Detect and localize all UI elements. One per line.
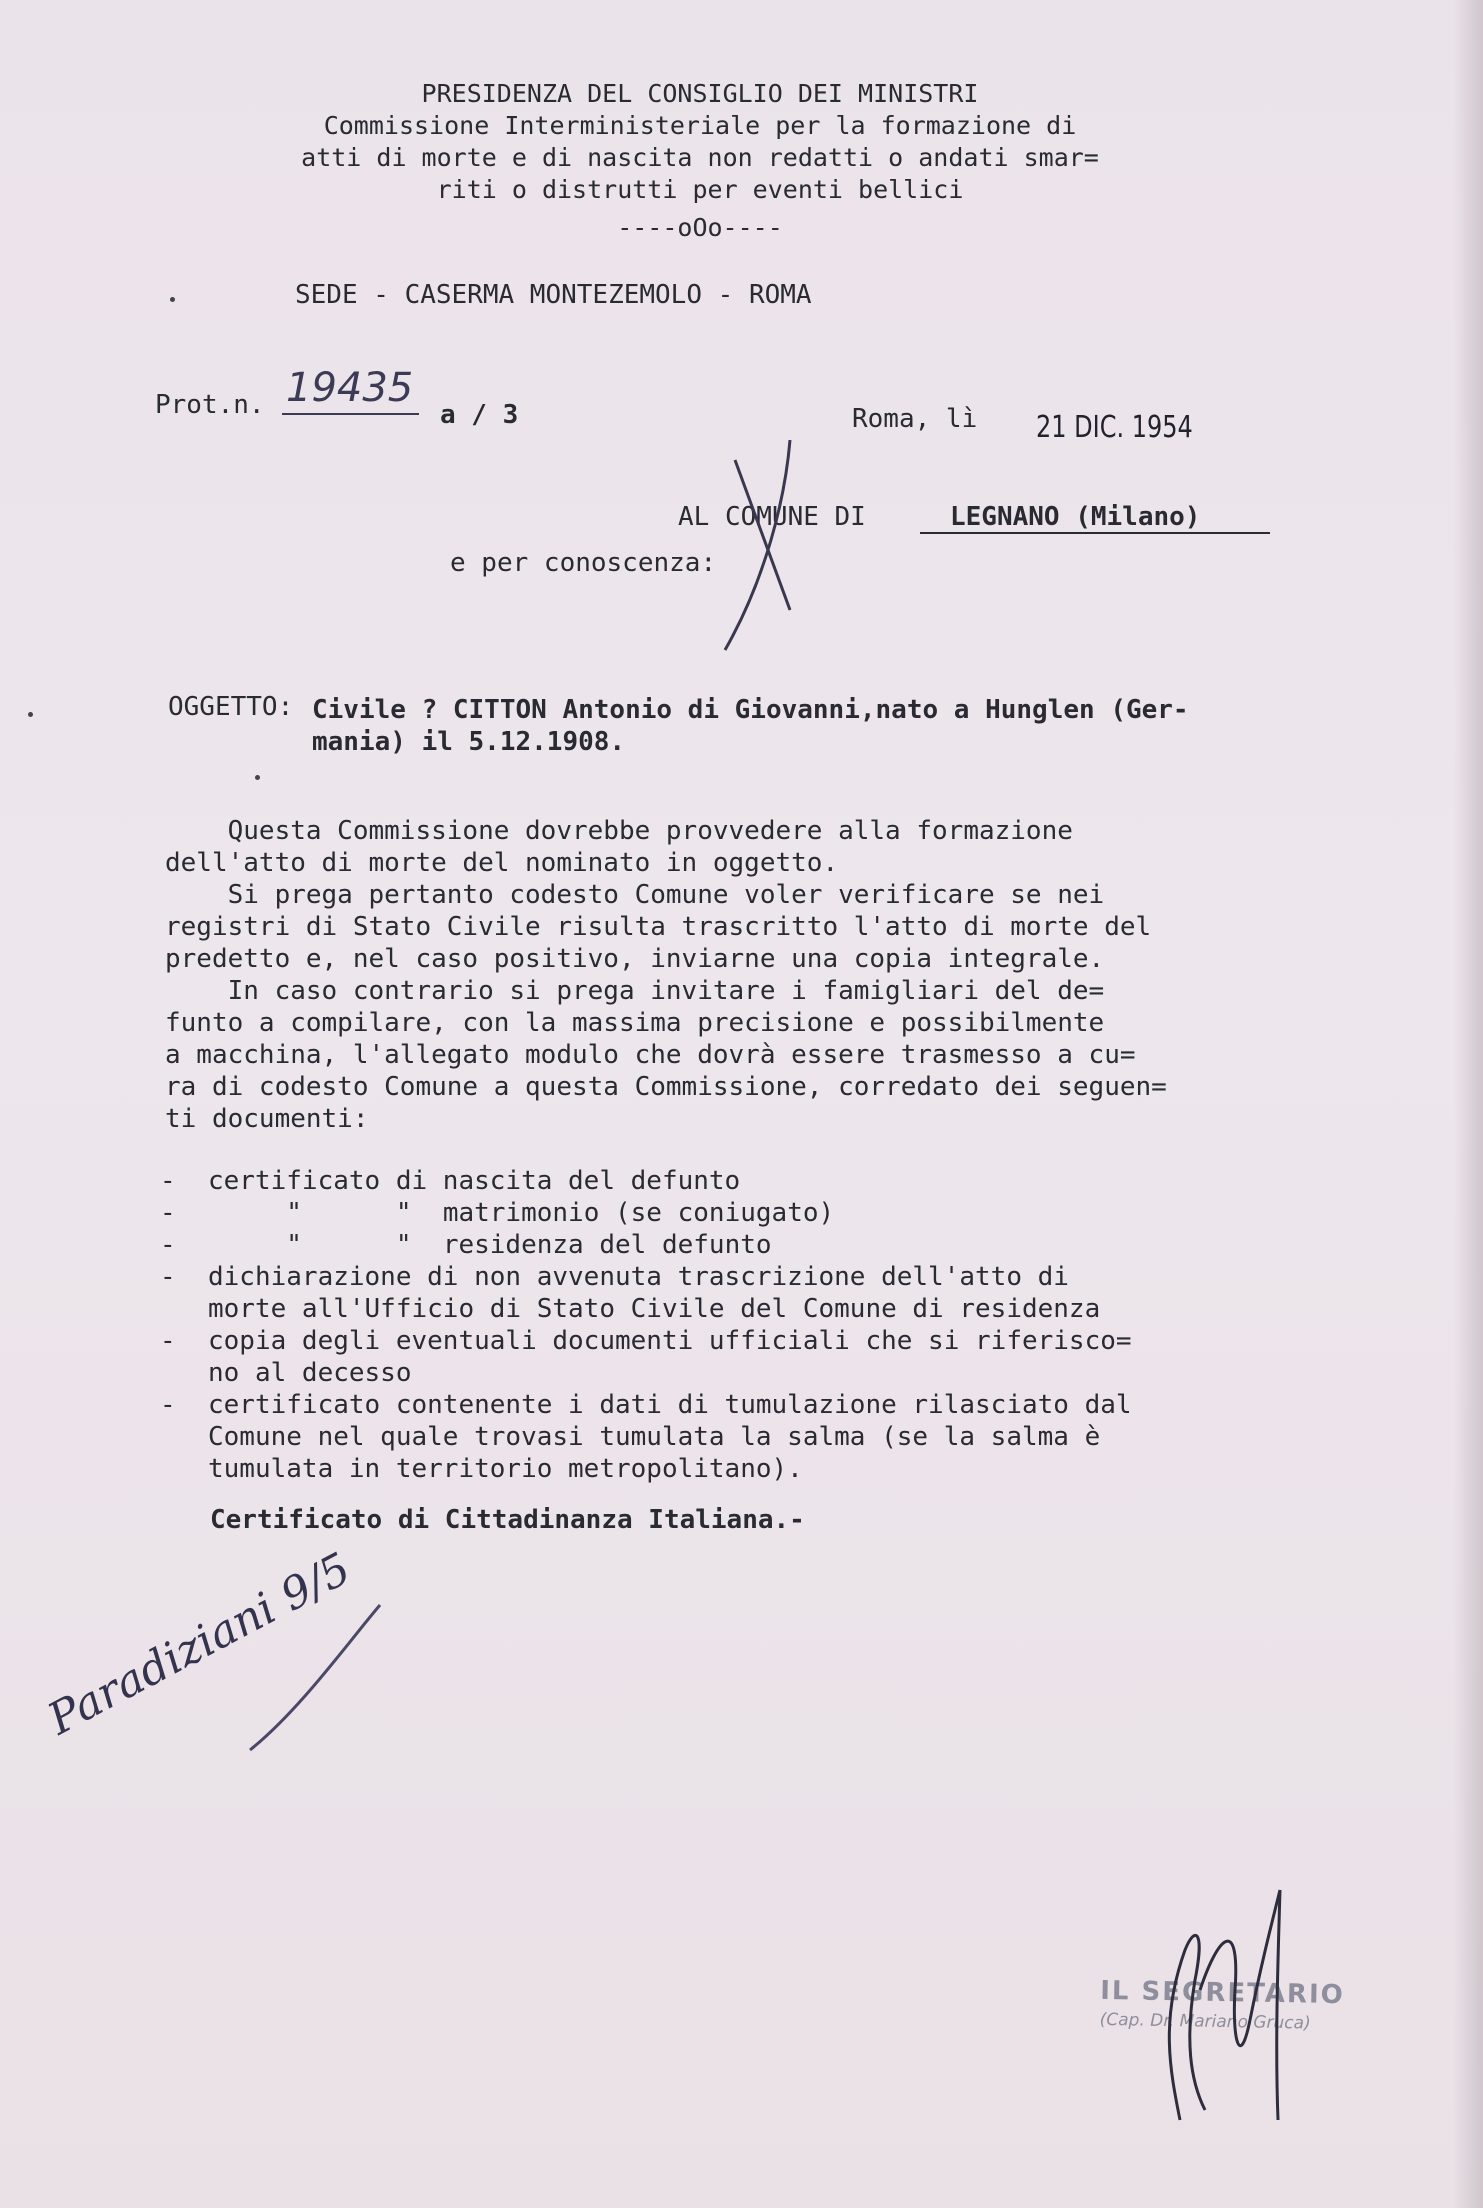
paper-speck bbox=[170, 297, 175, 302]
headquarters-address: SEDE - CASERMA MONTEZEMOLO - ROMA bbox=[295, 280, 812, 310]
subject-line-2: mania) il 5.12.1908. bbox=[312, 727, 626, 757]
secretary-signature bbox=[1140, 1870, 1320, 2130]
list-bullet: - bbox=[160, 1166, 176, 1196]
handwritten-cross-mark bbox=[715, 440, 825, 660]
list-item-text: copia degli eventuali documenti ufficiali che si riferisco= no al decesso bbox=[208, 1326, 1132, 1388]
protocol-label: Prot.n. bbox=[155, 390, 265, 420]
citizenship-certificate-line: Certificato di Cittadinanza Italiana.- bbox=[210, 1505, 805, 1535]
letterhead-line-2: Commissione Interministeriale per la formazione di bbox=[323, 111, 1077, 140]
paper-speck bbox=[255, 775, 260, 780]
body-line: ra di codesto Comune a questa Commissione, corredato dei seguen= bbox=[165, 1072, 1167, 1102]
letterhead-line-3: atti di morte e di nascita non redatti o andati smar= bbox=[301, 143, 1099, 172]
body-line: Questa Commissione dovrebbe provvedere alla formazione bbox=[165, 816, 1073, 846]
body-line: predetto e, nel caso positivo, inviarne una copia integrale. bbox=[165, 944, 1105, 974]
handwritten-stroke bbox=[240, 1600, 390, 1760]
cc-label: e per conoscenza: bbox=[450, 548, 717, 578]
list-bullet: - bbox=[160, 1198, 176, 1228]
body-line: dell'atto di morte del nominato in oggetto. bbox=[165, 848, 839, 878]
list-bullet: - bbox=[160, 1390, 176, 1420]
place-label: Roma, lì bbox=[852, 404, 978, 434]
body-line: funto a compilare, con la massima precisione e possibilmente bbox=[165, 1008, 1105, 1038]
handwritten-note: Paradiziani 9/5 bbox=[40, 1543, 359, 1746]
subject-line-1: Civile ? CITTON Antonio di Giovanni,nato a Hunglen (Ger- bbox=[312, 695, 1189, 725]
body-line: registri di Stato Civile risulta trascritto l'atto di morte del bbox=[165, 912, 1152, 942]
list-bullet: - bbox=[160, 1230, 176, 1260]
list-item bbox=[160, 1325, 1300, 1389]
list-item bbox=[160, 1389, 1300, 1485]
body-line: Si prega pertanto codesto Comune voler verificare se nei bbox=[165, 880, 1105, 910]
body-line: In caso contrario si prega invitare i famigliari del de= bbox=[165, 976, 1105, 1006]
subject-label: OGGETTO: bbox=[168, 692, 294, 722]
letterhead-separator: ----oOo---- bbox=[617, 213, 783, 242]
page-shadow-edge bbox=[1453, 0, 1483, 2208]
list-item-text: " " matrimonio (se coniugato) bbox=[208, 1198, 835, 1228]
list-item-text: certificato contenente i dati di tumulazione rilasciato dal Comune nel quale trovasi tumulata la salma (se la salma è tumulata in territorio metropolitano). bbox=[208, 1390, 1132, 1484]
required-documents-list bbox=[160, 1165, 1300, 1485]
body-line: ti documenti: bbox=[165, 1104, 369, 1134]
body-line: a macchina, l'allegato modulo che dovrà essere trasmesso a cu= bbox=[165, 1040, 1136, 1070]
list-item bbox=[160, 1261, 1300, 1325]
paper-speck bbox=[28, 712, 33, 717]
list-item bbox=[160, 1197, 1300, 1229]
recipient-label: AL COMUNE DI bbox=[678, 502, 866, 532]
letter-body bbox=[165, 815, 1305, 1135]
letterhead-line-4: riti o distrutti per eventi bellici bbox=[436, 175, 964, 204]
protocol-suffix: a / 3 bbox=[440, 400, 519, 430]
list-item-text: " " residenza del defunto bbox=[208, 1230, 772, 1260]
letterhead bbox=[200, 78, 1200, 244]
list-item bbox=[160, 1229, 1300, 1261]
secretary-name: (Cap. Dr. Mariano Gruca) bbox=[1099, 2009, 1311, 2034]
recipient-value: LEGNANO (Milano) bbox=[920, 502, 1270, 534]
subject-text bbox=[312, 694, 1322, 758]
list-item-text: dichiarazione di non avvenuta trascrizione dell'atto di morte all'Ufficio di Stato Civile del Comune di residenza bbox=[208, 1262, 1101, 1324]
list-item-text: certificato di nascita del defunto bbox=[208, 1166, 741, 1196]
secretary-title: IL SEGRETARIO bbox=[1099, 1975, 1345, 2011]
letterhead-line-1: PRESIDENZA DEL CONSIGLIO DEI MINISTRI bbox=[421, 79, 979, 108]
list-bullet: - bbox=[160, 1326, 176, 1356]
list-bullet: - bbox=[160, 1262, 176, 1292]
protocol-number-handwritten: 19435 bbox=[282, 365, 419, 415]
date-stamp: 21 DIC. 1954 bbox=[1036, 410, 1193, 445]
list-item bbox=[160, 1165, 1300, 1197]
